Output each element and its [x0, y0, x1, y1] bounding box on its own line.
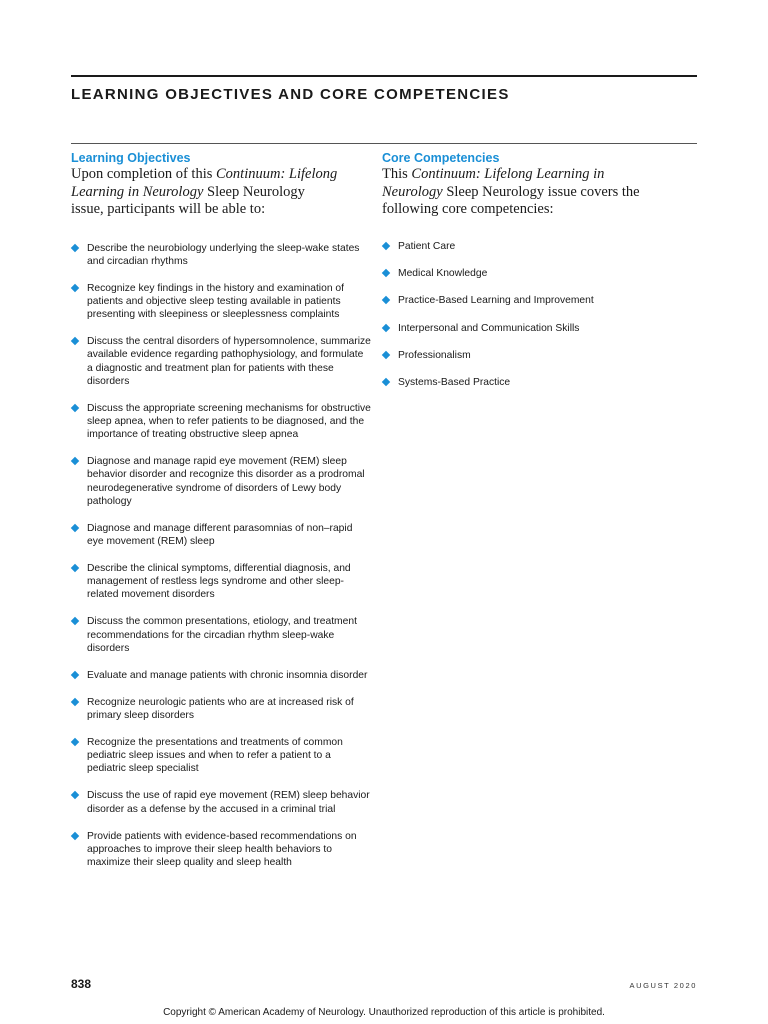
intro-text-a: This [382, 166, 412, 182]
core-competencies-intro [382, 166, 667, 219]
list-item-text: Recognize the presentations and treatments of common pediatric sleep issues and when to refer a patient to a pediatric sleep specialist [87, 736, 343, 775]
list-item-text: Provide patients with evidence-based recommendations on approaches to improve their sleep health behaviors to maximize their sleep quality and sleep health [87, 830, 357, 868]
list-item [382, 349, 682, 362]
list-item [71, 522, 371, 548]
list-item [71, 335, 371, 388]
list-item-text: Discuss the use of rapid eye movement (REM) sleep behavior disorder as a defense by the accused in a criminal trial [87, 790, 370, 815]
list-item-text: Patient Care [398, 240, 456, 252]
diamond-bullet-icon [71, 698, 79, 706]
diamond-bullet-icon [382, 323, 390, 331]
diamond-bullet-icon [71, 457, 79, 465]
learning-objectives-heading: Learning Objectives [71, 151, 191, 165]
learning-objectives-intro [71, 166, 341, 219]
list-item-text: Systems-Based Practice [398, 377, 511, 389]
list-item-text: Describe the clinical symptoms, differential diagnosis, and management of restless legs syndrome and other sleep-related movement disorders [87, 562, 351, 601]
intro-text-a: Upon completion of this [71, 166, 216, 182]
diamond-bullet-icon [71, 671, 79, 679]
diamond-bullet-icon [71, 738, 79, 746]
diamond-bullet-icon [71, 791, 79, 799]
learning-objectives-list [71, 242, 371, 870]
list-item-text: Evaluate and manage patients with chronic insomnia disorder [87, 669, 368, 681]
intro-text-b: Sleep Neurology issue, participants will be able to: [71, 183, 305, 217]
list-item-text: Recognize key findings in the history and examination of patients and objective sleep testing available in patients presenting with sleepiness or sleeplessness complaints [87, 282, 344, 321]
list-item [382, 294, 682, 307]
diamond-bullet-icon [382, 378, 390, 386]
page-title: LEARNING OBJECTIVES AND CORE COMPETENCIES [71, 86, 510, 103]
list-item [382, 240, 682, 253]
list-item [71, 669, 371, 682]
learning-objectives-column [71, 150, 371, 883]
top-rule [71, 75, 697, 77]
diamond-bullet-icon [71, 283, 79, 291]
list-item-text: Interpersonal and Communication Skills [398, 322, 580, 334]
list-item-text: Discuss the common presentations, etiology, and treatment recommendations for the circadian rhythm sleep-wake disorders [87, 616, 357, 654]
list-item [71, 242, 371, 268]
list-item [71, 402, 371, 442]
list-item-text: Discuss the central disorders of hypersomnolence, summarize available evidence regarding pathophysiology, and formulate a diagnostic and treatment plan for patients with these disorders [87, 336, 371, 387]
list-item [382, 267, 682, 280]
list-item [71, 789, 371, 815]
core-competencies-list [382, 240, 682, 390]
list-item [71, 736, 371, 776]
diamond-bullet-icon [71, 403, 79, 411]
list-item [71, 455, 371, 508]
core-competencies-heading: Core Competencies [382, 151, 500, 165]
list-item-text: Diagnose and manage rapid eye movement (REM) sleep behavior disorder and recognize this disorder as a prodromal neurodegenerative syndrome of disorders of Lewy body pathology [87, 456, 365, 507]
list-item [382, 322, 682, 335]
core-competencies-column [382, 150, 682, 404]
list-item [71, 282, 371, 322]
list-item [71, 830, 371, 870]
list-item [71, 562, 371, 602]
page-number: 838 [71, 977, 92, 991]
diamond-bullet-icon [71, 617, 79, 625]
list-item [71, 615, 371, 655]
diamond-bullet-icon [71, 243, 79, 251]
intro-journal-title: Continuum: Lifelong Learning in Neurology [382, 166, 605, 200]
diamond-bullet-icon [71, 831, 79, 839]
diamond-bullet-icon [71, 564, 79, 572]
list-item-text: Recognize neurologic patients who are at increased risk of primary sleep disorders [87, 696, 354, 721]
list-item [382, 376, 682, 389]
list-item-text: Discuss the appropriate screening mechanisms for obstructive sleep apnea, when to refer patients to be diagnosed, and the importance of treating obstructive sleep apnea [87, 402, 371, 441]
diamond-bullet-icon [382, 269, 390, 277]
list-item-text: Diagnose and manage different parasomnias of non–rapid eye movement (REM) sleep [87, 522, 353, 547]
diamond-bullet-icon [382, 351, 390, 359]
diamond-bullet-icon [382, 296, 390, 304]
issue-date: AUGUST 2020 [629, 981, 697, 990]
list-item-text: Professionalism [398, 350, 471, 362]
diamond-bullet-icon [71, 523, 79, 531]
intro-journal-title: Continuum: Lifelong Learning in Neurology [71, 166, 338, 200]
list-item-text: Practice-Based Learning and Improvement [398, 295, 594, 307]
section-rule [71, 143, 697, 144]
diamond-bullet-icon [382, 241, 390, 249]
list-item-text: Describe the neurobiology underlying the sleep-wake states and circadian rhythms [87, 242, 360, 267]
list-item [71, 696, 371, 722]
copyright-notice: Copyright © American Academy of Neurology. Unauthorized reproduction of this article is prohibited. [163, 1007, 605, 1018]
list-item-text: Medical Knowledge [398, 267, 488, 279]
intro-text-b: Sleep Neurology issue covers the following core competencies: [382, 183, 640, 217]
diamond-bullet-icon [71, 337, 79, 345]
